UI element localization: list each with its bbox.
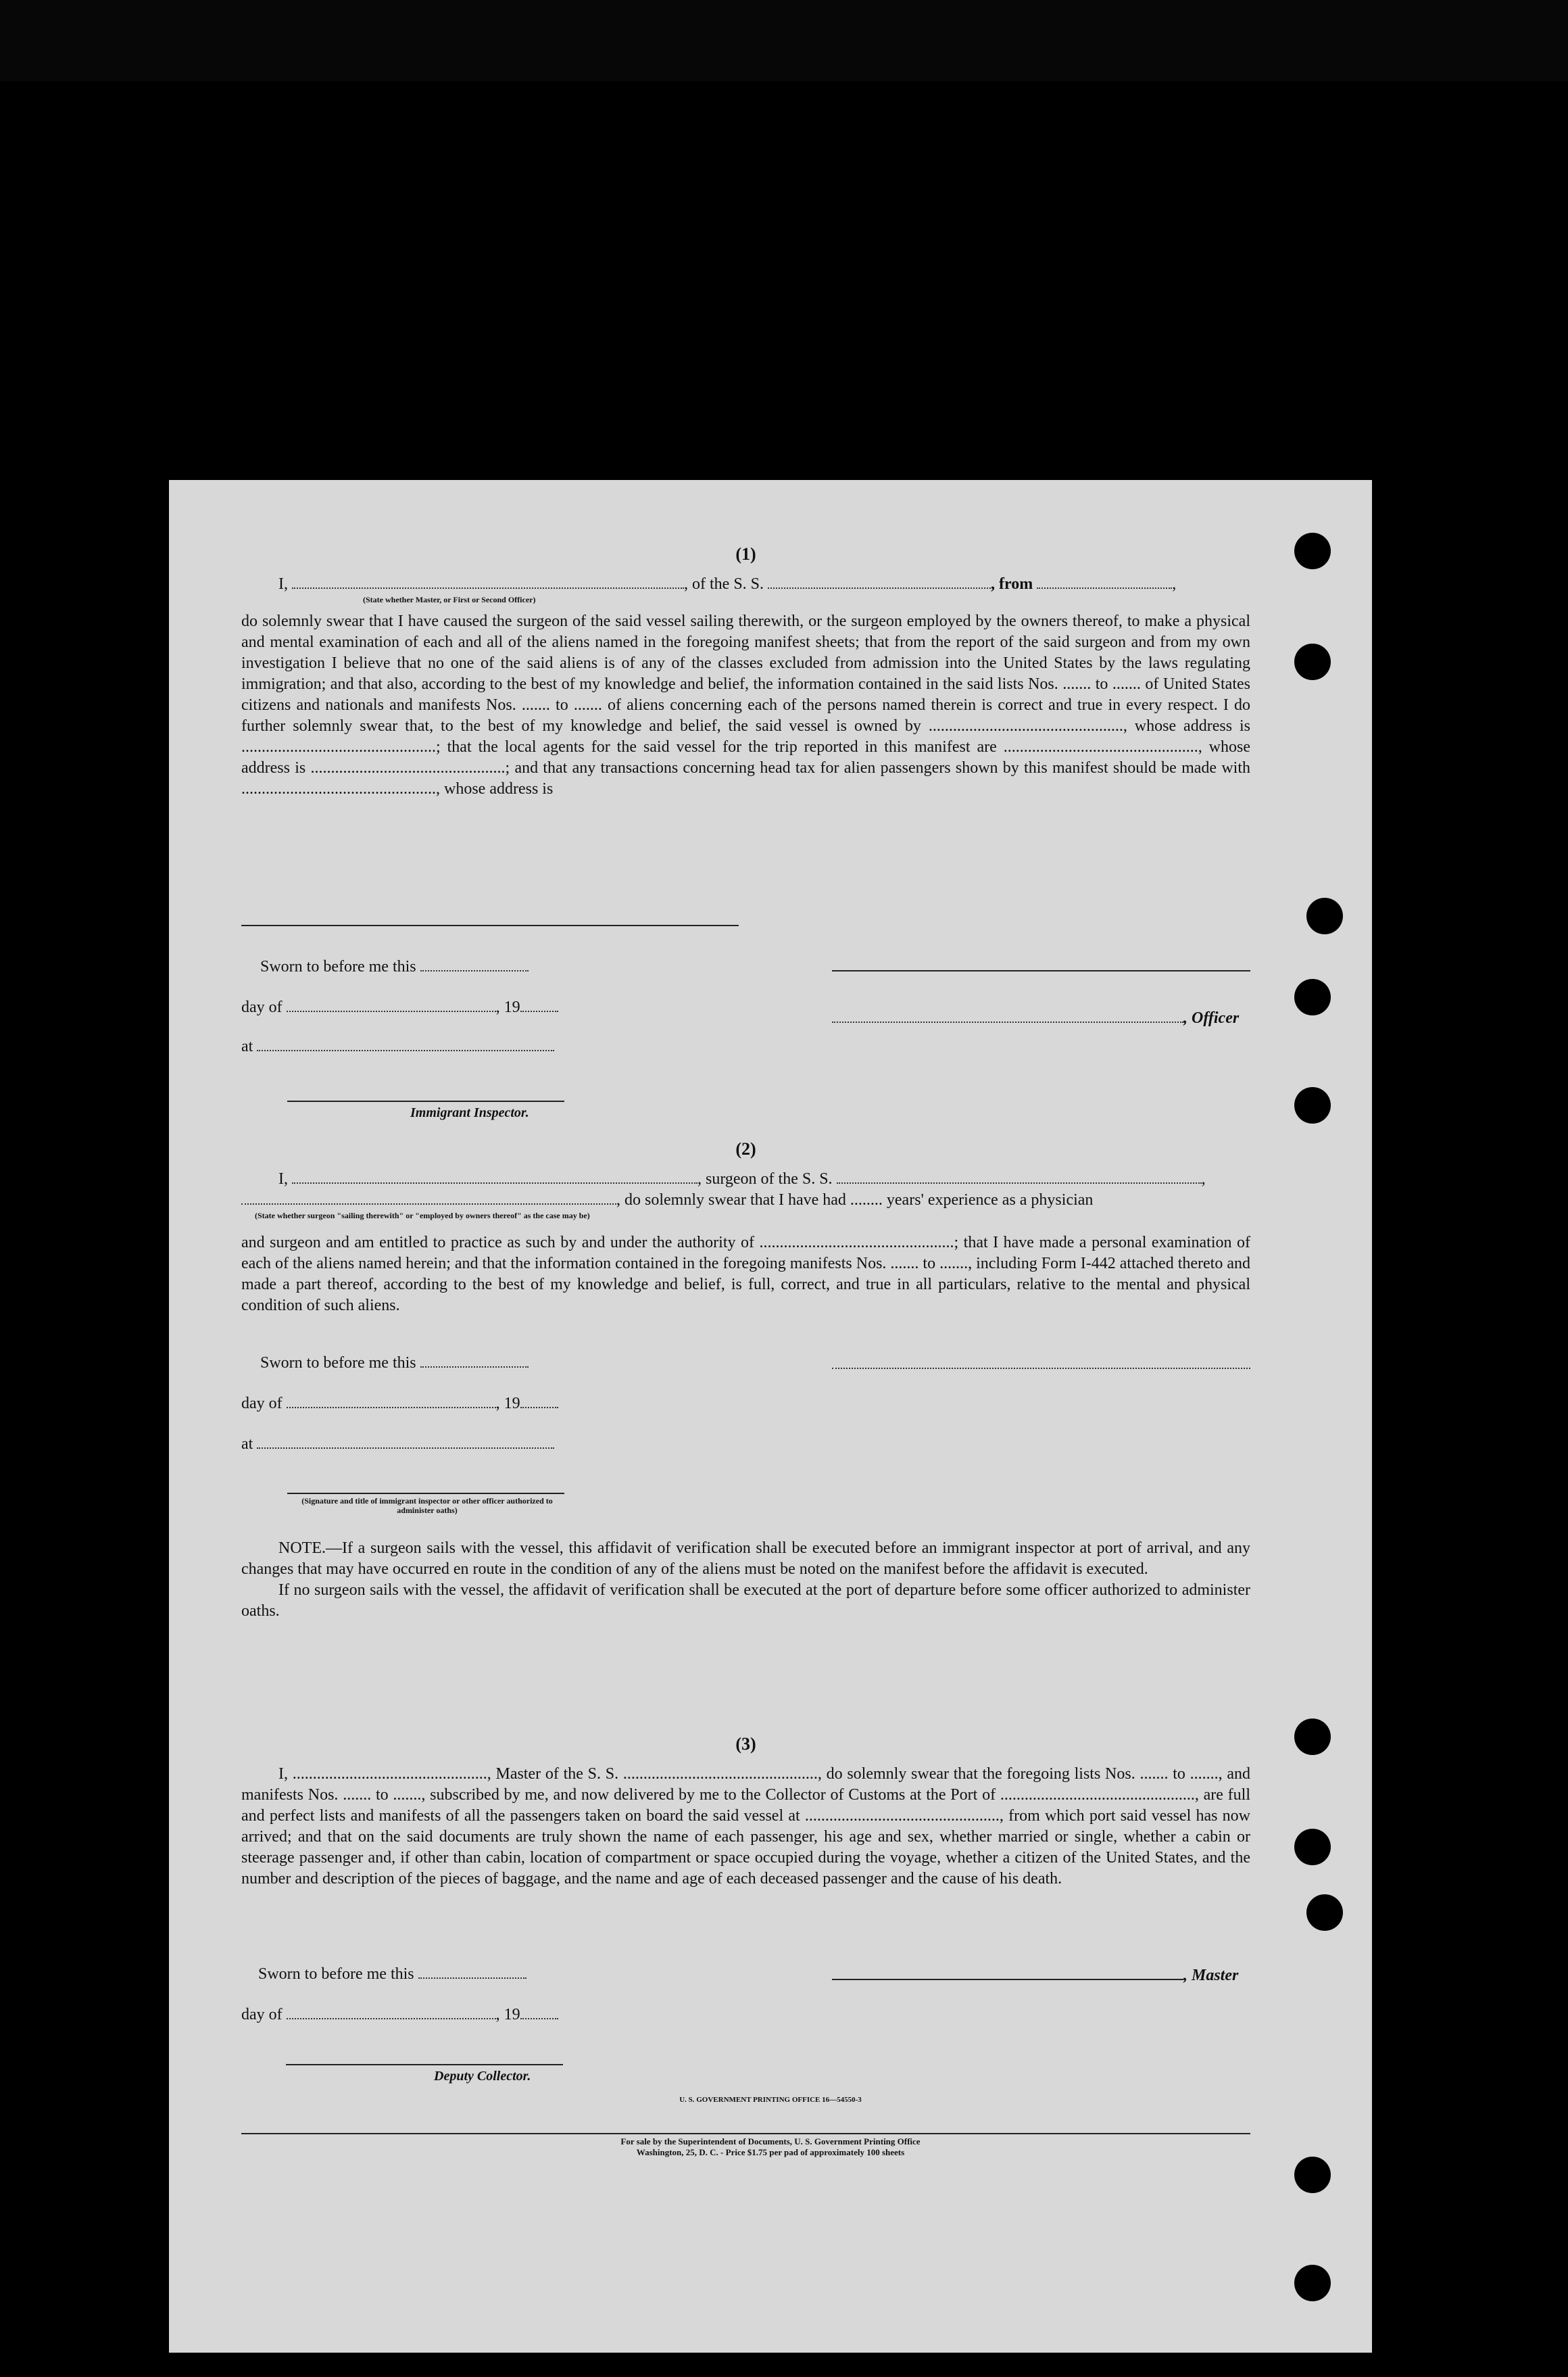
vessel-name-blank[interactable] [837,1170,1202,1184]
affidavit-page [169,480,1372,2353]
surgeon-name-blank[interactable] [292,1170,697,1184]
officer-title-blank[interactable] [832,1009,1183,1023]
sworn-line: Sworn to before me this [260,1354,529,1372]
surgeon-status-blank[interactable] [241,1191,616,1205]
punch-hole [1294,979,1331,1015]
signature-hint: (Signature and title of immigrant inspector or other officer authorized to administer oaths) [301,1496,553,1515]
sale-notice-1: For sale by the Superintendent of Documents, U. S. Government Printing Office [620,2136,921,2146]
dark-scan-border [0,0,1568,81]
year-blank[interactable] [520,1395,558,1408]
month-blank[interactable] [287,2006,496,2019]
master-name-blank[interactable] [292,575,684,589]
note-block [241,1538,1250,1622]
month-blank[interactable] [287,999,496,1012]
punch-hole [1306,898,1343,934]
sworn-line: Sworn to before me this [260,958,529,976]
sworn-date-blank[interactable] [420,1354,529,1368]
place-blank[interactable] [257,1038,554,1051]
place-blank[interactable] [257,1435,554,1449]
at-line: at [241,1038,554,1056]
section-number: (2) [735,1139,756,1159]
collector-label: Deputy Collector. [434,2069,531,2084]
section-2 [241,1139,1250,1620]
officer-line: , Officer [832,1009,1239,1028]
section-number: (1) [735,544,756,564]
sworn-line: Sworn to before me this [258,1965,526,1984]
section-2-body: and surgeon and am entitled to practice as such by and under the authority of ................................................; that I have made a personal examination of each of the aliens named herein; and that the information contained in the foregoing manifests Nos. ....... to ......., including Form I-442 attached thereto and made a part thereof, according to the best of my knowledge and belief, is full, correct, and true in all particulars, relative to the mental and physical condition of such aliens. [241,1234,1250,1314]
punch-hole [1294,644,1331,680]
vessel-name-blank[interactable] [768,575,991,589]
inspector-signature-line[interactable] [287,1101,564,1102]
inspector-signature-line[interactable] [287,1493,564,1494]
day-of-line: day of , 19 [241,2006,558,2024]
surgeon-line-2: , do solemnly swear that I have had ........ years' experience as a physician [241,1190,1250,1211]
section-1-body: do solemnly swear that I have caused the surgeon of the said vessel sailing therewith, or the surgeon employed by the owners thereof, to make a physical and mental examination of each and all of the aliens named in the foregoing manifest sheets; that from the report of the said surgeon and from my own investigation I believe that no one of the said aliens is of any of the classes excluded from admission into the United States by the laws regulating immigration; and that also, according to the best of my knowledge and belief, the information contained in the said lists Nos. ....... to ....... of United States citizens and nationals and manifests Nos. ....... to ....... of aliens concerning each of the persons named therein is correct and true in every respect. I do further solemnly swear that, to the best of my knowledge and belief, the said vessel is owned by ................................................, whose address is ................................................; that the local agents for the said vessel for the trip reported in this manifest are ................................................, whose address is ................................................; and that any transactions concerning head tax for alien passengers shown by this manifest should be made with ................................................, whose address is [241,613,1250,798]
footer-rule [241,2133,1250,2134]
day-of-line: day of , 19 [241,1395,558,1413]
sworn-date-blank[interactable] [418,1965,526,1979]
note-text: NOTE.—If a surgeon sails with the vessel, this affidavit of verification shall be executed before an immigrant inspector at port of arrival, and any changes that may have occurred en route in the condition of any of the aliens must be noted on the manifest before the affidavit is executed. [241,1539,1250,1578]
day-of-line: day of , 19 [241,999,558,1017]
punch-hole [1294,2265,1331,2301]
master-intro-line: I, , of the S. S. , from , [278,575,1177,593]
master-signature-line[interactable] [832,1965,1183,1980]
section-1 [241,544,1250,1120]
sworn-date-blank[interactable] [420,958,529,971]
surgeon-intro-line: I, , surgeon of the S. S. , [278,1170,1206,1188]
punch-hole [1294,1719,1331,1755]
master-line: , Master [832,1965,1238,1985]
address-continuation-line[interactable] [241,925,739,926]
punch-hole [1294,2157,1331,2193]
year-blank[interactable] [520,999,558,1012]
master-signature-line[interactable] [832,970,1250,971]
month-blank[interactable] [287,1395,496,1408]
section-3-body: I, ................................................, Master of the S. S. ................................................, do solemnly swear that the foregoing lists Nos. ....... to ......., and manifests Nos. ....... to ......., subscribed by me, and now delivered by me to the Collector of Customs at the Port of ................................................, are full and perfect lists and manifests of all the passengers taken on board the said vessel at ................................................, from which port said vessel has now arrived; and that on the said documents are truly shown the name of each passenger, his age and sex, whether married or single, whether a cabin or steerage passenger and, if other than cabin, location of compartment or space occupied during the voyage, whether a citizen of the United States, and the number and description of the pieces of baggage, and the name and age of each deceased passenger and the cause of his death. [241,1765,1250,1888]
section-3 [241,1734,1250,2084]
section-number: (3) [735,1734,756,1754]
surgeon-hint: (State whether surgeon "sailing therewith" or "employed by owners thereof" as the case may be) [255,1211,590,1220]
surgeon-signature-line[interactable] [832,1368,1250,1369]
note-2-text: If no surgeon sails with the vessel, the affidavit of verification shall be executed at the port of departure before some officer authorized to administer oaths. [241,1581,1250,1620]
sale-notice-2: Washington, 25, D. C. - Price $1.75 per pad of approximately 100 sheets [636,2147,905,2157]
punch-hole [1294,1087,1331,1124]
punch-hole [1306,1894,1343,1931]
printing-office: U. S. GOVERNMENT PRINTING OFFICE 16—54550-3 [679,2096,862,2104]
at-line: at [241,1435,554,1454]
year-blank[interactable] [520,2006,558,2019]
departure-port-blank[interactable] [1037,575,1172,589]
collector-signature-line[interactable] [286,2064,563,2065]
punch-hole [1294,533,1331,569]
inspector-label: Immigrant Inspector. [410,1105,529,1120]
master-hint: (State whether Master, or First or Second Officer) [363,595,536,604]
punch-hole [1294,1829,1331,1865]
